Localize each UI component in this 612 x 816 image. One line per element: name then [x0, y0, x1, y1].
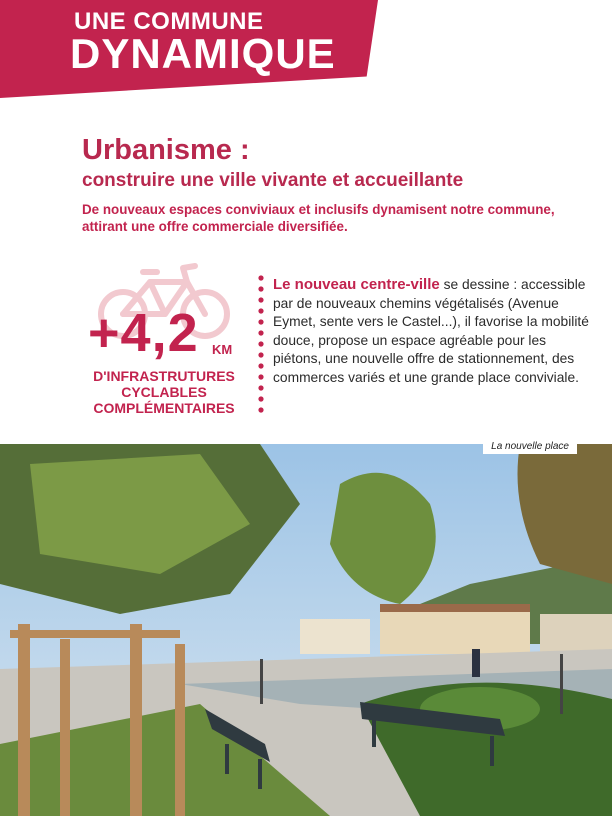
page-subtitle: construire une ville vivante et accueillante [82, 170, 464, 191]
banner-title-line1: UNE COMMUNE [74, 8, 264, 35]
town-square-photo [0, 444, 612, 816]
body-text: se dessine : accessible par de nouveaux chemins végétalisés (Avenue Eymet, sente vers le Castel...), il favorise la mobilité douce, propose un espace agréable pour les piétons, une nouvelle offre de stationnement, des commerces variés et une grande place conviviale. [273, 277, 589, 385]
banner-title-line2: DYNAMIQUE [70, 30, 336, 77]
intro-paragraph: De nouveaux espaces conviviaux et inclusifs dynamisent notre commune, attirant une offre commerciale diversifiée. [82, 202, 555, 234]
stat-value: +4,2 [88, 303, 199, 363]
stat-label: D'INFRASTRUTURES CYCLABLES COMPLÉMENTAIRES [93, 368, 235, 416]
stat-unit: KM [212, 342, 233, 357]
body-paragraph [273, 276, 593, 387]
dotted-divider [257, 274, 265, 418]
page-title: Urbanisme : [82, 134, 250, 166]
body-lead: Le nouveau centre-ville [273, 276, 440, 293]
photo-caption: La nouvelle place [483, 439, 577, 454]
